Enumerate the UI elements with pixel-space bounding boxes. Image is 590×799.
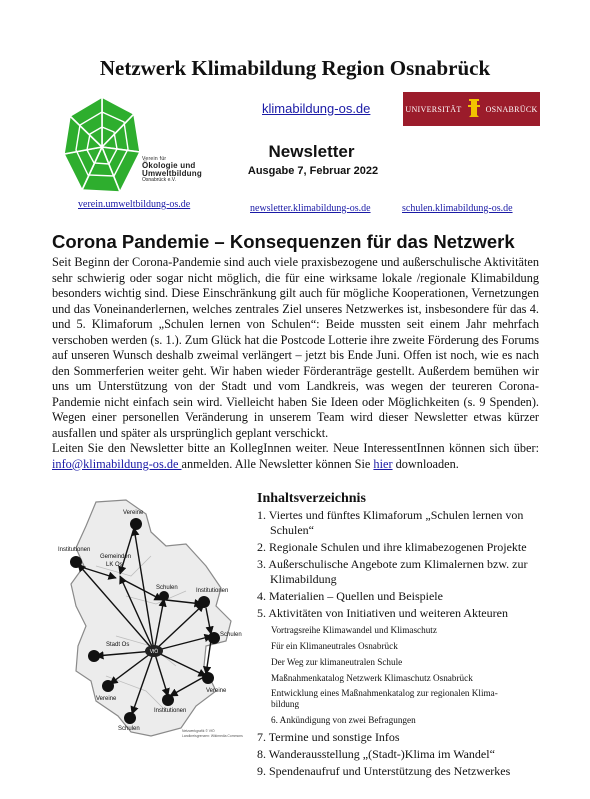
toc-title: Inhaltsverzeichnis xyxy=(257,491,366,506)
map-credit-2: Landkreisgrenzen: Wikimedia Commons xyxy=(182,734,243,738)
verein-logo-line1: Verein für xyxy=(142,156,167,162)
verein-logo-line4: Osnabrück e.V. xyxy=(142,177,177,183)
table-of-contents xyxy=(257,508,547,781)
map-credit-1: Netzwerkgrafik © VfÖ xyxy=(182,729,215,733)
toc-num: 3. xyxy=(257,557,266,571)
newsletter-link[interactable]: newsletter.klimabildung-os.de xyxy=(250,203,371,214)
toc-subitem-3[interactable]: Der Weg zur klimaneutralen Schule xyxy=(271,657,403,667)
newsletter-issue: Ausgabe 7, Februar 2022 xyxy=(247,165,379,177)
schulen-link[interactable]: schulen.klimabildung-os.de xyxy=(402,203,513,214)
map-label-stadt: Stadt Os xyxy=(106,642,130,648)
spider-web-logo-icon xyxy=(62,92,142,202)
toc-text: Aktivitäten von Initiativen und weiteren Akteuren xyxy=(268,606,508,620)
email-link[interactable]: info@klimabildung-os.de xyxy=(52,456,182,471)
toc-text: Spendenaufruf und Unterstützung des Netzwerkes xyxy=(269,764,511,778)
network-map xyxy=(56,496,254,744)
toc-item-2[interactable] xyxy=(257,540,547,555)
verein-logo-line2: Ökologie und xyxy=(142,161,196,170)
newsletter-title: Newsletter xyxy=(268,142,355,161)
toc-item-1[interactable] xyxy=(257,508,547,538)
para2-text-2: anmelden. Alle Newsletter können Sie xyxy=(181,456,374,471)
uni-logo-left: UNIVERSITÄT xyxy=(405,104,462,114)
map-label-institutionen-right: Institutionen xyxy=(196,588,229,594)
para2-text-3: downloaden. xyxy=(392,456,459,471)
toc-num: 4. xyxy=(257,589,266,603)
toc-text: Regionale Schulen und ihre klimabezogenen Projekte xyxy=(269,540,527,554)
toc-text: Viertes und fünftes Klimaforum „Schulen lernen von xyxy=(268,508,524,522)
center-label: VfÖ xyxy=(149,649,159,655)
map-label-gemeinden: Gemeinden xyxy=(100,554,132,560)
verein-link[interactable]: verein.umweltbildung-os.de xyxy=(78,199,191,210)
uni-logo-right: OSNABRÜCK xyxy=(485,104,538,114)
toc-text: Termine und sonstige Infos xyxy=(268,730,400,744)
toc-sub-text-cont: bildung xyxy=(271,699,300,709)
map-label-vereine-top: Vereine xyxy=(123,510,144,516)
toc-num: 8. xyxy=(257,747,266,761)
article-paragraph-1: Seit Beginn der Corona-Pandemie sind auch viele praxisbezogene und außerschulische Aktivitäten sehr schwierig oder sogar nicht möglich, die für eine wirksame lokale /regionale Klimabildung besonders wichtig sind. Diese Einschränkung gilt auch für mögliche Kooperationen, Vernetzungen und das Voneinanderlernen, welches zentrales Ziel unseres Netzwerkes ist, insbesondere für das 4. und 5. Klimaforum „Schulen lernen von Schulen“: Beide mussten seit einem Jahr mehrfach verschoben werden (s. 1.). Zum Glück hat die Postcode Lotterie ihre zweite Förderung des Forums auf unseren Wunsch deshalb zweimal verlängert – jetzt bis Ende Juni. Offen ist noch, wie es nach den Sommerferien weiter geht. Wir haben wieder Förderanträge gestellt. Außerdem bemühen wir uns um Unterstützung von der Stadt und vom Landkreis, was wegen der teureren Corona-Pandemie nicht einfach sein wird. Vielleicht haben Sie Ideen oder Möglichkeiten (s. 9 Spenden). Wegen einer personellen Veränderung in unserem Team wird dieser Newsletter etwas kürzer ausfallen und später als ursprünglich geplant verschickt. xyxy=(52,255,539,440)
toc-text: Außerschulische Angebote zum Klimalernen bzw. zur xyxy=(268,557,528,571)
toc-num: 2. xyxy=(257,540,266,554)
map-label-schulen-right: Schulen xyxy=(220,632,242,638)
toc-subitem-1[interactable]: Vortragsreihe Klimawandel und Klimaschutz xyxy=(271,625,437,635)
region-outline xyxy=(71,500,231,736)
crest-icon xyxy=(466,97,482,121)
map-label-institutionen-bottom: Institutionen xyxy=(154,708,187,714)
para2-text-1: Leiten Sie den Newsletter bitte an KollegInnen weiter. Neue InteressentInnen können sich über: xyxy=(52,441,539,455)
toc-sub-text: Entwicklung eines Maßnahmenkatalog zur regionalen Klima- xyxy=(271,688,498,698)
article-paragraph-2 xyxy=(52,441,539,472)
toc-item-7[interactable] xyxy=(257,730,547,745)
map-label-institutionen-left: Institutionen xyxy=(58,547,91,553)
toc-item-9[interactable] xyxy=(257,764,547,779)
university-logo xyxy=(403,92,540,126)
toc-num: 1. xyxy=(257,508,266,522)
toc-item-3[interactable] xyxy=(257,557,547,587)
download-link[interactable]: hier xyxy=(373,456,393,471)
toc-subitem-5[interactable] xyxy=(257,688,547,710)
map-label-schulen-bottom: Schulen xyxy=(118,726,140,732)
map-label-vereine-left: Vereine xyxy=(96,696,117,702)
article-body xyxy=(52,255,539,472)
toc-item-5[interactable] xyxy=(257,606,547,621)
map-label-vereine-right: Vereine xyxy=(206,688,227,694)
toc-num: 7. xyxy=(257,730,266,744)
toc-subitem-4[interactable]: Maßnahmenkatalog Netzwerk Klimaschutz Osnabrück xyxy=(271,673,473,683)
verein-logo xyxy=(62,92,202,202)
map-label-lkos: LK Os xyxy=(106,562,123,568)
verein-logo-line3: Umweltbildung xyxy=(142,169,202,178)
toc-text: Materialien – Quellen und Beispiele xyxy=(269,589,443,603)
section-heading: Corona Pandemie – Konsequenzen für das Netzwerk xyxy=(52,231,515,252)
toc-subitem-2[interactable]: Für ein Klimaneutrales Osnabrück xyxy=(271,641,398,651)
toc-text: Wanderausstellung „(Stadt-)Klima im Wandel“ xyxy=(268,747,495,761)
map-label-schulen-top: Schulen xyxy=(156,585,178,591)
site-link[interactable]: klimabildung-os.de xyxy=(262,101,371,116)
toc-text-cont: Schulen“ xyxy=(270,523,314,537)
toc-subitem-6[interactable]: 6. Ankündigung von zwei Befragungen xyxy=(271,715,416,725)
toc-num: 9. xyxy=(257,764,266,778)
verein-logo-text xyxy=(142,157,222,183)
toc-num: 5. xyxy=(257,606,266,620)
toc-item-4[interactable] xyxy=(257,589,547,604)
page-title: Netzwerk Klimabildung Region Osnabrück xyxy=(99,56,491,80)
toc-item-8[interactable] xyxy=(257,747,547,762)
toc-text-cont: Klimabildung xyxy=(270,572,337,586)
